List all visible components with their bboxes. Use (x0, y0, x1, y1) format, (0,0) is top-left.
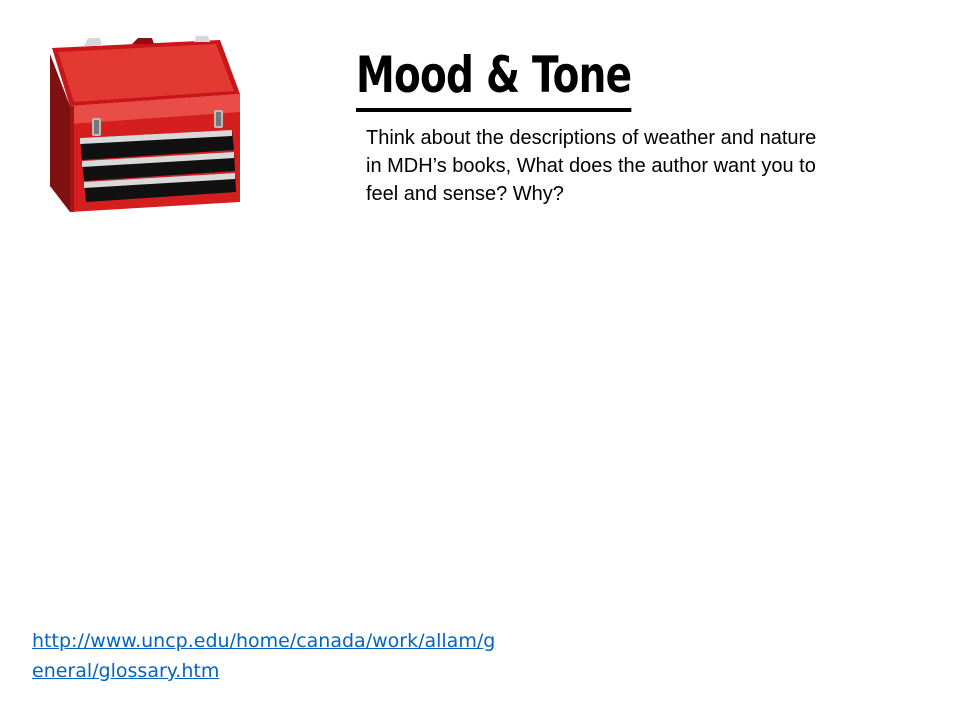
source-link[interactable]: http://www.uncp.edu/home/canada/work/allam/general/glossary.htm (32, 630, 496, 682)
slide-title: Mood & Tone (356, 44, 631, 112)
prompt-text: Think about the descriptions of weather and nature in MDH’s books, What does the author want you to feel and sense? Why? (366, 127, 817, 205)
toolbox-icon (44, 36, 246, 216)
